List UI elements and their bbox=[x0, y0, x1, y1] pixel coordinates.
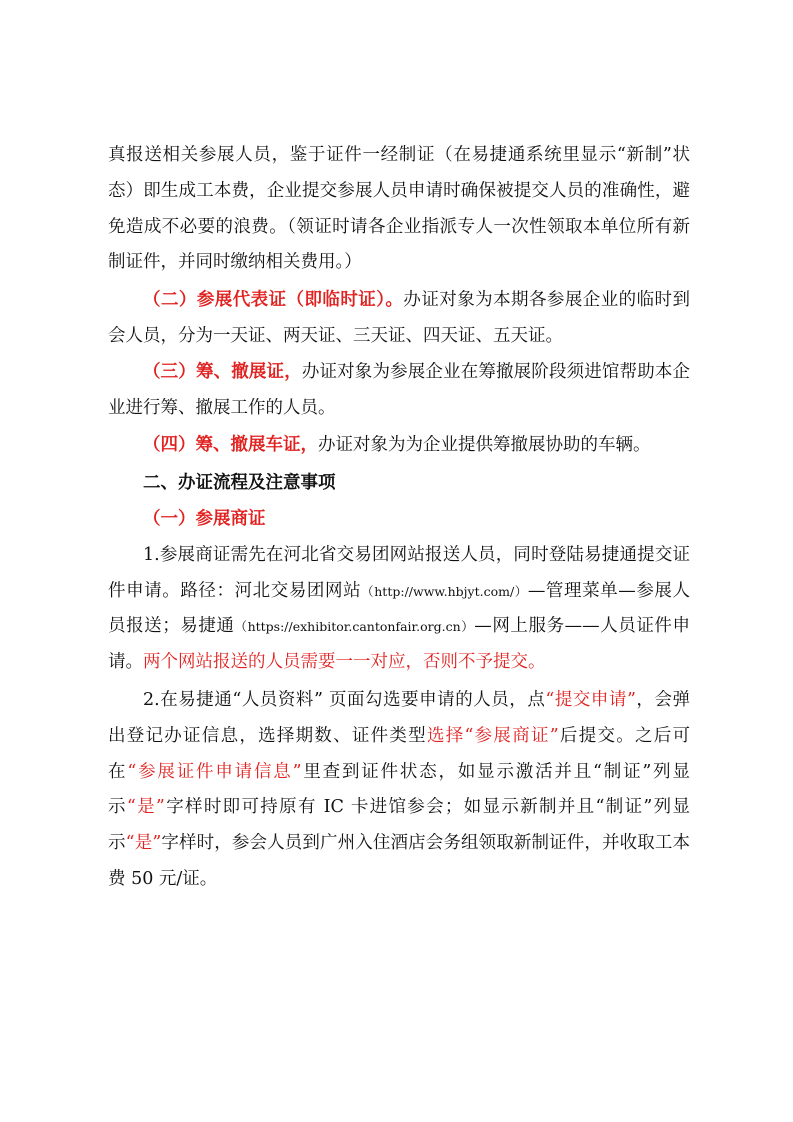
hbjyt-url: （http://www.hbjyt.com/） bbox=[361, 583, 528, 599]
temp-pass-label: （二）参展代表证（即临时证）。 bbox=[143, 290, 404, 311]
step2-text-c: 后提交。之后可在 bbox=[108, 725, 690, 782]
vehicle-pass-label: （四）筹、撤展车证， bbox=[143, 435, 318, 456]
yes-term-1: “是” bbox=[126, 797, 165, 818]
step2-text-f: 字样时，参会人员到广州入住酒店会务组领取新制证件，并收取工本费 50 元/证。 bbox=[108, 833, 691, 889]
paragraph-exhibitor-step2 bbox=[108, 683, 690, 898]
cantonfair-url: （https://exhibitor.cantonfair.org.cn） bbox=[234, 619, 475, 635]
paragraph-vehicle-pass bbox=[108, 428, 690, 464]
paragraph-temp-pass bbox=[108, 283, 690, 355]
paragraph-fee-notice: 真报送相关参展人员，鉴于证件一经制证（在易捷通系统里显示“新制”状态）即生成工本费，企业提交参展人员申请时确保被提交人员的准确性，避免造成不必要的浪费。（领证时请各企业指派专人一次性领取本单位所有新制证件，并同时缴纳相关费用。） bbox=[108, 145, 690, 273]
step1-text-c: —网上服务——人员证件申请。 bbox=[108, 616, 690, 673]
setup-pass-label: （三）筹、撤展证， bbox=[143, 361, 302, 382]
pass-application-info-term: “参展证件申请信息” bbox=[127, 761, 302, 782]
step1-text-a: 1.参展商证需先在河北省交易团网站报送人员，同时登陆易捷通提交证件申请。路径：河北交易团网站 bbox=[108, 544, 690, 601]
submit-application-term: “提交申请” bbox=[545, 689, 636, 710]
step1-text-b: —管理菜单—参展人员报送；易捷通 bbox=[108, 580, 690, 637]
step1-warning: 两个网站报送的人员需要一一对应，否则不予提交。 bbox=[143, 652, 546, 673]
step2-text-e: 字样时即可持原有 IC 卡进馆参会；如显示新制并且“制证”列显示 bbox=[108, 797, 690, 854]
paragraph-exhibitor-step1 bbox=[108, 538, 690, 681]
step2-text-d: 里查到证件状态，如显示激活并且“制证”列显示 bbox=[108, 761, 690, 818]
temp-pass-text: 办证对象为本期各参展企业的临时到会人员，分为一天证、两天证、三天证、四天证、五天证。 bbox=[108, 290, 690, 346]
step2-text-a: 2.在易捷通“人员资料” 页面勾选要申请的人员，点 bbox=[143, 689, 546, 710]
step2-text-b: ，会弹出登记办证信息，选择期数、证件类型 bbox=[108, 689, 690, 746]
select-exhibitor-pass-term: 选择“参展商证” bbox=[426, 725, 559, 746]
subsection-heading-exhibitor-pass: （一）参展商证 bbox=[143, 508, 266, 529]
paragraph-setup-pass bbox=[108, 355, 690, 427]
document-page bbox=[108, 138, 690, 898]
vehicle-pass-text: 办证对象为为企业提供筹撤展协助的车辆。 bbox=[318, 435, 651, 456]
setup-pass-text: 办证对象为参展企业在筹撤展阶段须进馆帮助本企业进行筹、撤展工作的人员。 bbox=[108, 361, 691, 418]
yes-term-2: “是” bbox=[125, 833, 162, 854]
section-heading-process: 二、办证流程及注意事项 bbox=[143, 473, 336, 494]
